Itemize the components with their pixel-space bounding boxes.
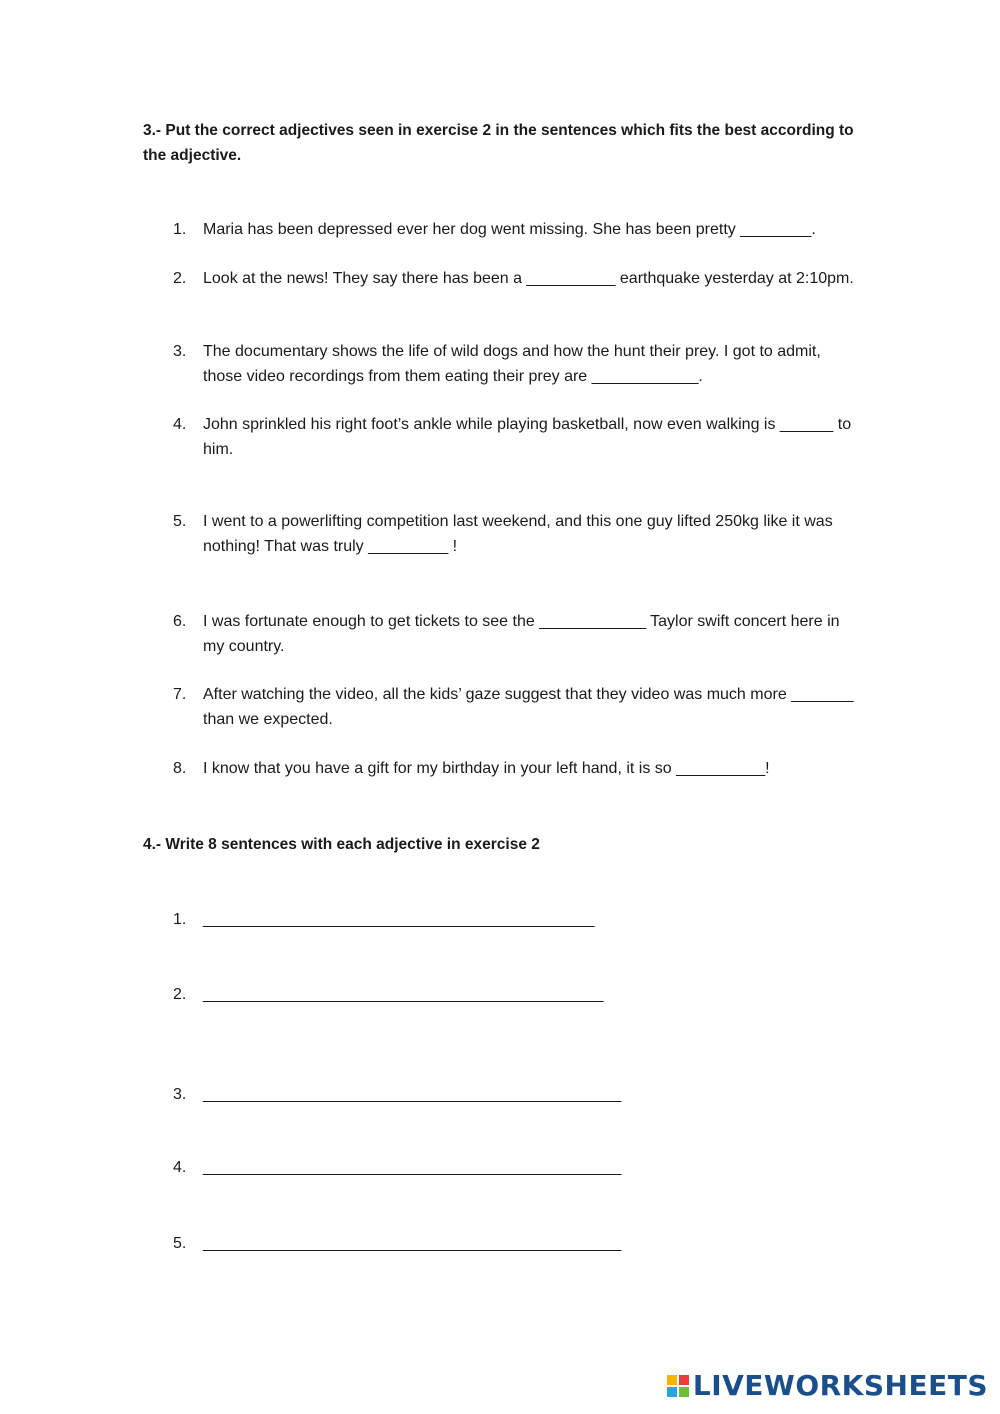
exercise-3-heading: 3.- Put the correct adjectives seen in exercise 2 in the sentences which fits the best according to the adjective. [143, 122, 854, 164]
item-number: 1. [173, 911, 187, 928]
list-item [173, 1156, 863, 1181]
answer-line[interactable]: _____________________________________________ [203, 986, 604, 1003]
answer-line[interactable]: _______________________________________________ [203, 1159, 622, 1176]
item-number: 2. [173, 986, 187, 1003]
answer-line[interactable]: ____________________________________________ [203, 911, 595, 928]
item-sentence: Maria has been depressed ever her dog went missing. She has been pretty ________. [203, 221, 816, 238]
list-item [173, 757, 863, 782]
list-item [173, 267, 863, 292]
item-number: 6. [173, 613, 187, 630]
item-number: 3. [173, 1086, 187, 1103]
brand-name: LIVEWORKSHEETS [692, 1369, 988, 1402]
item-number: 3. [173, 343, 187, 360]
item-sentence: I was fortunate enough to get tickets to see the ____________ Taylor swift concert here in my country. [203, 613, 840, 655]
list-item [173, 510, 863, 559]
list-item [173, 340, 863, 389]
item-number: 5. [173, 513, 187, 530]
list-item [173, 983, 863, 1008]
logo-blocks-icon [667, 1375, 689, 1397]
answer-line[interactable]: _______________________________________________ [203, 1235, 622, 1252]
list-item [173, 1232, 863, 1257]
list-item [173, 413, 863, 462]
item-number: 1. [173, 221, 187, 238]
item-number: 4. [173, 1159, 187, 1176]
item-number: 8. [173, 760, 187, 777]
item-sentence: John sprinkled his right foot’s ankle while playing basketball, now even walking is ______ to him. [203, 416, 852, 458]
liveworksheets-logo [667, 1369, 988, 1402]
item-number: 7. [173, 686, 187, 703]
exercise-4-heading: 4.- Write 8 sentences with each adjective in exercise 2 [143, 836, 540, 853]
item-number: 4. [173, 416, 187, 433]
item-sentence: Look at the news! They say there has been a __________ earthquake yesterday at 2:10pm. [203, 270, 854, 287]
list-item [173, 1083, 863, 1108]
answer-line[interactable]: _______________________________________________ [203, 1086, 622, 1103]
item-sentence: I know that you have a gift for my birthday in your left hand, it is so __________! [203, 760, 770, 777]
item-number: 5. [173, 1235, 187, 1252]
list-item [173, 683, 863, 732]
item-sentence: After watching the video, all the kids’ gaze suggest that they video was much more _______ than we expected. [203, 686, 854, 728]
list-item [173, 610, 863, 659]
list-item [173, 908, 863, 933]
item-sentence: The documentary shows the life of wild dogs and how the hunt their prey. I got to admit, those video recordings from them eating their prey are ____________. [203, 343, 821, 385]
item-sentence: I went to a powerlifting competition last weekend, and this one guy lifted 250kg like it was nothing! That was truly _________ ! [203, 513, 833, 555]
item-number: 2. [173, 270, 187, 287]
list-item [173, 218, 863, 243]
